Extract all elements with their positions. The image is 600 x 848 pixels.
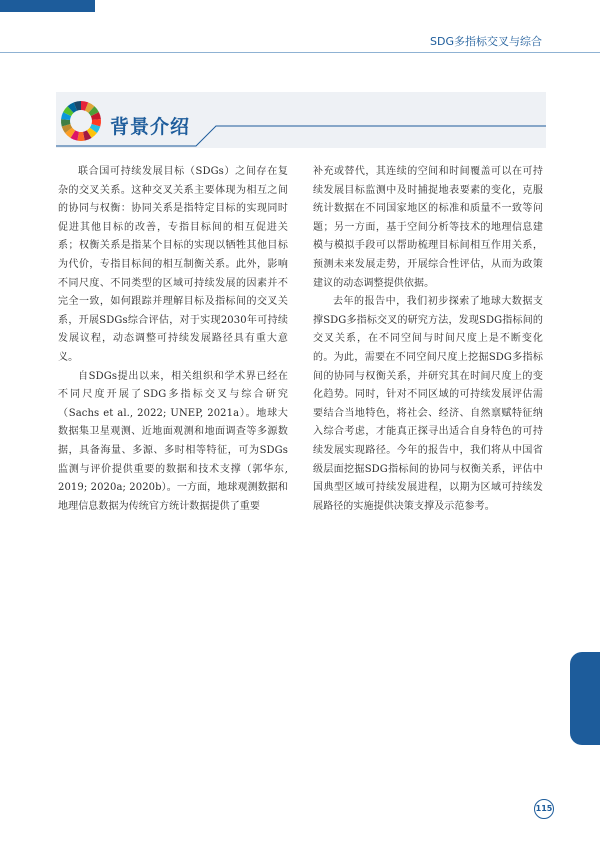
page-number: 115 — [534, 799, 554, 819]
sdg-wheel-icon — [60, 100, 102, 142]
paragraph: 自SDGs提出以来，相关组织和学术界已经在不同尺度开展了SDG多指标交叉与综合研究（Sachs et al., 2022; UNEP, 2021a）。地球大数据集卫星观测、近地面观测和地面调查等多源数据，具备海量、多源、多时相等特征，可为SDGs监测与评价提供重要的数据和技术支撑（郭华东, 2019; 2020a; 2020b）。一方面，地球观测数据和地理信息数据为传统官方统计数据提供了重要 — [58, 370, 288, 512]
top-color-band — [0, 0, 95, 12]
paragraph: 补充或替代，其连续的空间和时间覆盖可以在可持续发展目标监测中及时捕捉地表要素的变化，克服统计数据在不同国家地区的标准和质量不一致等问题；另一方面，基于空间分析等技术的地理信息建模与模拟手段可以帮助梳理目标间相互作用关系，预测未来发展走势，开展综合性评估，从而为政策建议的动态调整提供依据。 — [313, 166, 543, 289]
header-rule — [0, 52, 600, 53]
paragraph: 联合国可持续发展目标（SDGs）之间存在复杂的交叉关系。这种交叉关系主要体现为相互之间的协同与权衡：协同关系是指特定目标的实现同时促进其他目标的改善，专指目标间的相互促进关系；权衡关系是指某个目标的实现以牺牲其他目标为代价，专指目标间的相互制衡关系。此外，影响不同尺度、不同类型的区域可持续发展的因素并不完全一致，如何跟踪并理解目标及指标间的交叉关系，开展SDGs综合评估，对于实现2030年可持续发展议程，动态调整可持续发展路径具有重大意义。 — [58, 166, 288, 363]
running-head: SDG多指标交叉与综合 — [430, 35, 542, 48]
body-column-right — [313, 163, 543, 516]
section-title: 背景介绍 — [110, 116, 191, 138]
chapter-side-tab — [570, 652, 600, 745]
body-column-left — [58, 163, 288, 516]
paragraph: 去年的报告中，我们初步探索了地球大数据支撑SDG多指标交叉的研究方法，发现SDG指标间的交叉关系，在不同空间与时间尺度上是不断变化的。为此，需要在不同空间尺度上挖掘SDG多指标间的协同与权衡关系，并研究其在时间尺度上的变化趋势。同时，针对不同区域的可持续发展评估需要结合当地特色，将社会、经济、自然禀赋特征纳入综合考虑，才能真正探寻出适合自身特色的可持续发展实现路径。今年的报告中，我们将从中国省级层面挖掘SDG指标间的协同与权衡关系，评估中国典型区域可持续发展进程，以期为区域可持续发展路径的实施提供决策支撑及示范参考。 — [313, 296, 543, 512]
